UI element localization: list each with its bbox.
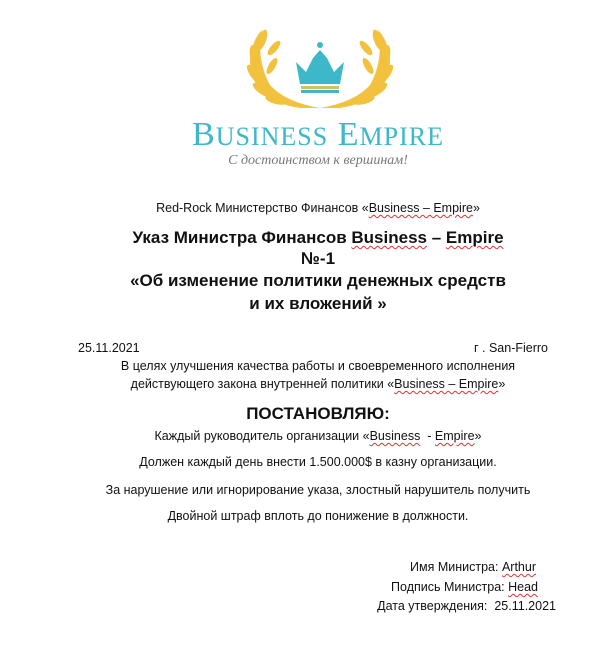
- brand-tagline: С достоинством к вершинам!: [228, 153, 408, 168]
- decree-subject-line1: «Об изменение политики денежных средств: [130, 271, 506, 290]
- laurel-crown-logo-icon: [0, 0, 600, 120]
- minister-signature: Подпись Министра: Head: [391, 580, 538, 594]
- decree-paragraph-1: Каждый руководитель организации «Business - Empire»: [154, 429, 482, 443]
- brand-name: BUSINESS EMPIRE: [192, 116, 444, 153]
- minister-name: Имя Министра: Arthur: [410, 560, 536, 574]
- decree-paragraph-4: Двойной штраф вплоть до понижение в должности.: [167, 509, 469, 523]
- preamble-line2: действующего закона внутренней политики «Business – Empire»: [130, 377, 506, 391]
- ministry-header: Red-Rock Министерство Финансов «Business – Empire»: [156, 201, 480, 215]
- approval-date: Дата утверждения: 25.11.2021: [377, 599, 556, 613]
- decree-city: г . San-Fierro: [473, 341, 548, 355]
- preamble-line1: В целях улучшения качества работы и своевременного исполнения: [120, 359, 516, 373]
- decree-paragraph-3: За нарушение или игнорирование указа, злостный нарушитель получить: [105, 483, 531, 497]
- decree-date: 25.11.2021: [78, 341, 140, 355]
- decree-subject-line2: и их вложений »: [249, 294, 387, 313]
- decree-heading: ПОСТАНОВЛЯЮ:: [246, 404, 390, 423]
- decree-title: Указ Министра Финансов Business – Empire: [132, 228, 504, 247]
- decree-paragraph-2: Должен каждый день внести 1.500.000$ в казну организации.: [139, 455, 497, 469]
- decree-number: №-1: [300, 249, 336, 268]
